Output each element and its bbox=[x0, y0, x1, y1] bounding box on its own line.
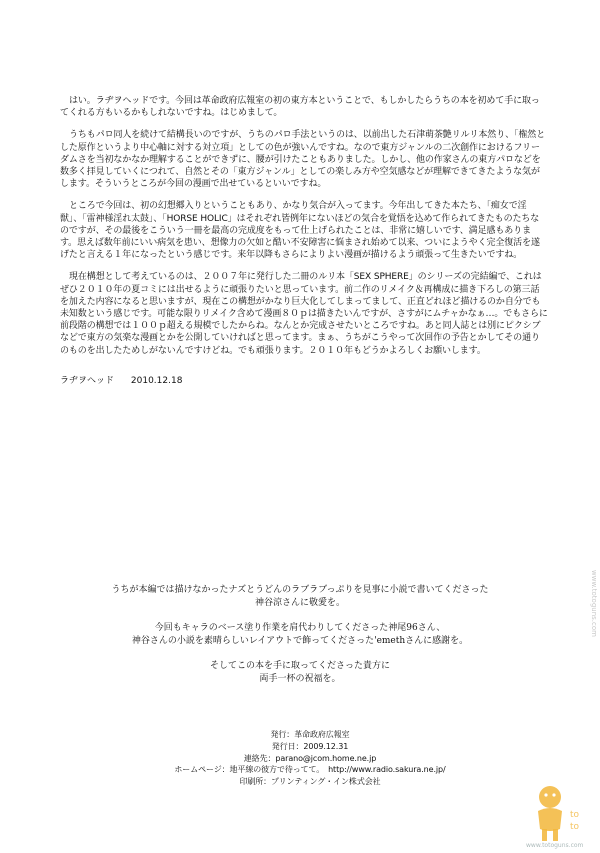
afterword-paragraph: はい。ラヂヲヘッドです。今回は革命政府広報室の初の東方本ということで、もしかしたらうちの本を初めて手に取ってくれる方もいるかもしれないですね。はじめまして。 bbox=[60, 96, 540, 119]
svg-text:to: to bbox=[570, 822, 580, 832]
colophon-printer: 印刷所：プリンティング・イン株式会社 bbox=[239, 777, 381, 787]
colophon-date: 発行日：2009.12.31 bbox=[271, 741, 349, 751]
colophon bbox=[150, 729, 470, 788]
colophon-publisher: 発行：革命政府広報室 bbox=[270, 730, 350, 739]
mascot-figure-icon bbox=[524, 777, 596, 849]
afterword-paragraph: 現在構想として考えているのは、２００７年に発行した二冊のルリ本「SEX SPHERE」のシリーズの完結編で、これはぜひ２０１０年の夏コミには出せるように頑張りたいと思っています。前二作のリメイク＆再構成に描き下ろしの第三話を加えた内容になると思いますが、現在この構想がかなり巨大化してしまってまして、正直どれほど描けるのか自分でも未知数という感じです。可能な限りリメイク含めて漫画８０ｐは描きたいんですが、さすがにムチャかなぁ…。でもさらに前段階の構想では１００ｐ超える規模でしたからね。なんとか完成させたいところですね。あと同人誌とは別にピクシブなどで東方の気楽な漫画とかを公開していければと思ってます。まぁ、うちがこうやって次回作の予告とかしてその通りのものを出したためしがないんですけどね。でも頑張ります。２０１０年もどうかよろしくお願いします。 bbox=[60, 272, 548, 356]
afterword bbox=[60, 95, 548, 386]
signature bbox=[60, 373, 548, 386]
afterword-paragraph: うちもパロ同人を続けて結構長いのですが、うちのパロ手法というのは、以前出した石津萌茶艶リルリ本然り、「権然とした原作というより中心軸に対する対立項」としての色が強いんですね。なので東方ジャンルの二次創作におけるフリーダムさを当初なかなか理解することができずに、腰が引けたこともありました。しかし、他の作家さんの東方パロなどを数多く拝見していくにつれて、自然とその「東方ジャンル」としての楽しみ方や空気感などが理解できてきたような気がします。そういうところが今回の漫画で出せているといいですね。 bbox=[60, 130, 546, 190]
watermark-logo bbox=[524, 777, 596, 849]
acknowledgements bbox=[100, 584, 500, 698]
thanks-line: うちが本編では描けなかったナズとうどんのラブラブっぷりを見事に小説で書いてくださった 神谷涼さんに敬愛を。 bbox=[111, 585, 489, 608]
svg-text:to: to bbox=[570, 810, 580, 820]
watermark-url-vertical: www.totoguns.com bbox=[590, 570, 598, 637]
thanks-line: そしてこの本を手に取ってくださった貴方に 両手一杯の祝福を。 bbox=[209, 661, 390, 684]
watermark-url: www.totoguns.com bbox=[526, 842, 584, 849]
signature-name: ラヂヲヘッド bbox=[60, 375, 115, 386]
afterword-paragraph: ところで今回は、初の幻想郷入りということもあり、かなり気合が入ってます。今年出してきた本たち、「痴女で淫獣」、「雷神様淫れ太鼓」、「HORSE HOLIC」はそれぞれ皆例年にないほどの気合を覚悟を込めて作られてきたものたちなのですが、その最後をこういう一冊を最高の完成度をもって仕上げられたことは、非常に嬉しいです、満足感もあります。思えば数年前にいい病気を患い、想像力の欠如と酷い不安障害に悩まされ始めて以来、ついにようやく完全復活を遂げたと言える１年になったという感じです。来年以降もさらによりよい漫画が描けるよう頑張って生きたいですね。 bbox=[60, 201, 540, 261]
colophon-homepage: ホームページ：地平線の彼方で待ってて。 http://www.radio.sakura.ne.jp/ bbox=[174, 765, 446, 775]
signature-date: 2010.12.18 bbox=[130, 375, 183, 386]
colophon-contact: 連絡先：parano@jcom.home.ne.jp bbox=[243, 753, 377, 763]
thanks-line: 今回もキャラのベース塗り作業を肩代わりしてくださった神尾96さん、 神谷さんの小説を素晴らしいレイアウトで飾ってくださった'emethさんに感謝を。 bbox=[131, 623, 469, 646]
